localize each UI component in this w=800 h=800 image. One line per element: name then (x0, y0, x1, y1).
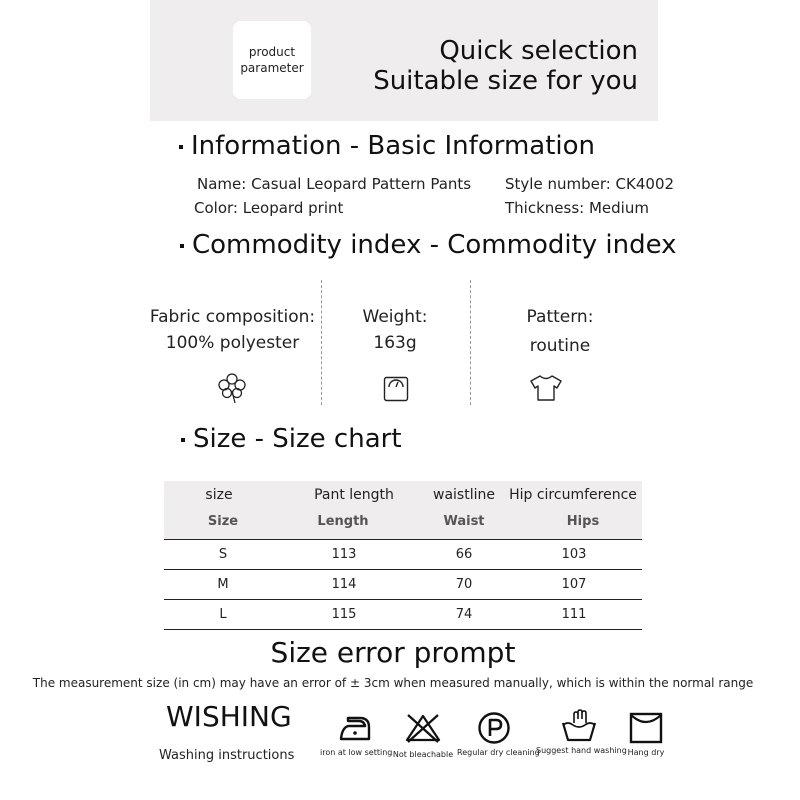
cell-size: M (217, 577, 229, 592)
care-iron (320, 712, 393, 757)
subheader-hips: Hips (566, 514, 600, 529)
care-hand-wash-label: Suggest hand washing (536, 746, 627, 755)
cell-length: 115 (331, 607, 357, 622)
iron-icon (338, 712, 372, 742)
pattern-label: Pattern: (526, 307, 594, 327)
care-dry-clean-label: Regular dry cleaning (457, 748, 540, 757)
fabric-value: 100% polyester (165, 333, 300, 353)
care-no-bleach (388, 712, 458, 759)
product-name: Name: Casual Leopard Pattern Pants (197, 175, 472, 193)
washing-subtitle: Washing instructions (159, 748, 295, 763)
cell-length: 113 (331, 547, 357, 562)
pattern (505, 304, 615, 359)
param-line-2: parameter (240, 61, 304, 75)
header-title (373, 36, 638, 96)
param-line-1: product (248, 45, 296, 59)
cell-length: 114 (331, 577, 357, 592)
info-title-text: Information - Basic Information (191, 131, 596, 161)
hang-dry-icon (629, 711, 663, 745)
care-no-bleach-label: Not bleachable (392, 750, 454, 759)
table-row (164, 600, 642, 630)
no-bleach-icon (404, 712, 442, 744)
product-color: Color: Leopard print (194, 199, 344, 217)
cell-size: L (219, 607, 227, 622)
size-title-text: Size - Size chart (193, 424, 402, 454)
subheader-size: Size (207, 514, 239, 529)
product-parameter-box (233, 21, 311, 99)
pattern-value: routine (529, 336, 591, 356)
size-error-title: Size error prompt (270, 636, 516, 669)
size-section-title (181, 424, 402, 454)
tshirt-icon (529, 374, 563, 402)
divider (470, 280, 471, 405)
header-title-line-2: Suitable size for you (373, 66, 638, 96)
cell-hips: 103 (561, 547, 587, 562)
care-hang-dry-label: Hang dry (627, 748, 665, 757)
care-hang-dry (618, 711, 674, 757)
size-table-header (164, 481, 642, 539)
weight (340, 304, 450, 356)
header-title-line-1: Quick selection (439, 36, 638, 66)
table-row (164, 539, 642, 570)
cell-waist: 74 (455, 607, 473, 622)
subheader-length: Length (317, 514, 369, 529)
fabric-label: Fabric composition: (149, 307, 316, 327)
header-waistline: waistline (433, 487, 495, 503)
header-size: size (205, 487, 233, 503)
washing-title: WISHING (166, 700, 292, 733)
divider (321, 280, 322, 405)
cell-hips: 107 (561, 577, 587, 592)
info-section-title (179, 131, 595, 161)
weight-value: 163g (373, 333, 417, 353)
cell-hips: 111 (561, 607, 587, 622)
care-iron-label: iron at low setting (320, 748, 393, 757)
cell-waist: 66 (455, 547, 473, 562)
size-error-text: The measurement size (in cm) may have an error of ± 3cm when measured manually, which is within the normal range (32, 676, 754, 690)
product-thickness: Thickness: Medium (505, 199, 649, 217)
bullet (180, 244, 184, 248)
size-table (164, 481, 642, 630)
care-hand-wash (536, 709, 627, 755)
weight-label: Weight: (362, 307, 428, 327)
cotton-icon (215, 371, 249, 405)
cell-waist: 70 (455, 577, 473, 592)
dry-clean-icon (477, 711, 511, 745)
style-number: Style number: CK4002 (505, 175, 675, 193)
commodity-section-title (180, 230, 677, 260)
hand-wash-icon (560, 709, 598, 743)
bullet (181, 438, 185, 442)
subheader-waist: Waist (443, 514, 485, 529)
table-row (164, 570, 642, 600)
cell-size: S (218, 547, 228, 562)
scale-icon (383, 376, 409, 402)
commodity-title-text: Commodity index - Commodity index (192, 230, 677, 260)
care-dry-clean (457, 711, 540, 757)
bullet (179, 145, 183, 149)
header-pant-length: Pant length (314, 487, 394, 503)
header-hip: Hip circumference (509, 487, 637, 503)
fabric-composition (145, 304, 320, 356)
